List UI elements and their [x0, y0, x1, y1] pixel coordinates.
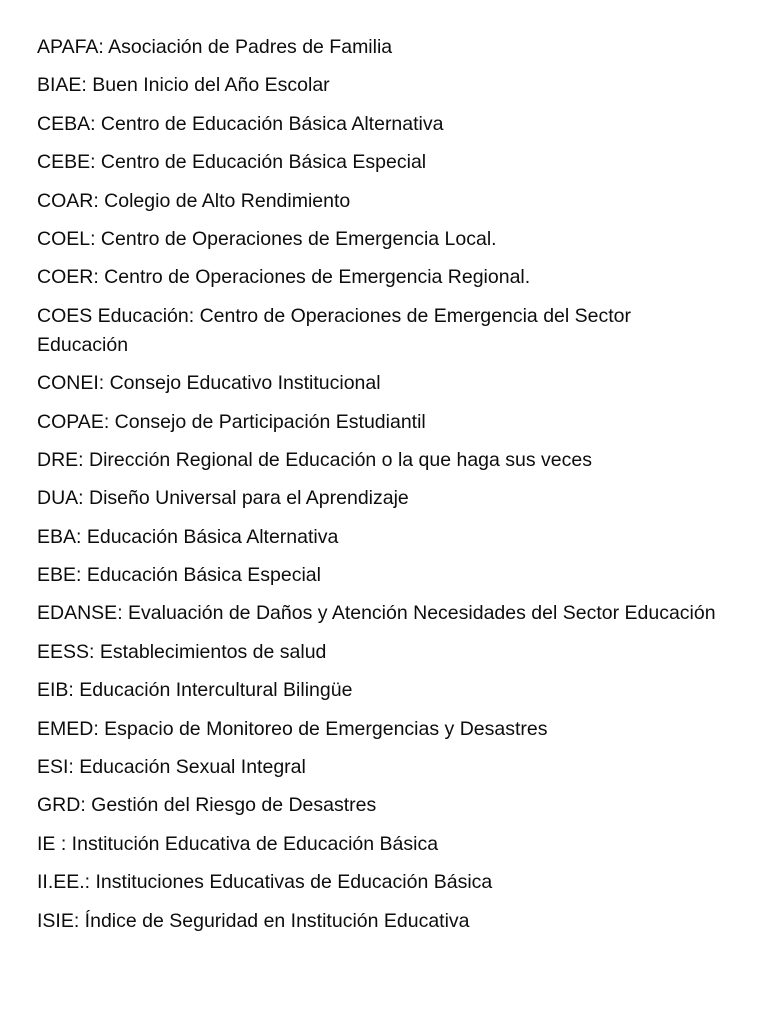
glossary-entry: COEL: Centro de Operaciones de Emergencia Local. — [37, 227, 497, 250]
glossary-entry: ISIE: Índice de Seguridad en Institución Educativa — [37, 909, 470, 932]
glossary-entry: II.EE.: Instituciones Educativas de Educación Básica — [37, 871, 493, 894]
glossary-entry: CEBA: Centro de Educación Básica Alternativa — [37, 112, 444, 135]
glossary-entry: COER: Centro de Operaciones de Emergencia Regional. — [37, 266, 531, 289]
glossary-entry: EBA: Educación Básica Alternativa — [37, 525, 339, 548]
glossary-entry: CEBE: Centro de Educación Básica Especial — [37, 151, 427, 174]
glossary-entry: CONEI: Consejo Educativo Institucional — [37, 372, 381, 395]
glossary-entry: COES Educación: Centro de Operaciones de Emergencia del Sector Educación — [37, 304, 631, 356]
glossary-entry: DRE: Dirección Regional de Educación o la que haga sus veces — [37, 448, 592, 471]
glossary-entry: IE : Institución Educativa de Educación Básica — [37, 832, 439, 855]
glossary-entry: EESS: Establecimientos de salud — [37, 640, 327, 663]
acronym-glossary — [37, 33, 717, 945]
glossary-entry: EMED: Espacio de Monitoreo de Emergencias y Desastres — [37, 717, 548, 740]
glossary-entry: BIAE: Buen Inicio del Año Escolar — [37, 74, 330, 97]
glossary-entry: COAR: Colegio de Alto Rendimiento — [37, 189, 351, 212]
glossary-entry: COPAE: Consejo de Participación Estudiantil — [37, 410, 426, 433]
glossary-entry: EDANSE: Evaluación de Daños y Atención Necesidades del Sector Educación — [37, 602, 716, 625]
glossary-entry: EBE: Educación Básica Especial — [37, 564, 321, 587]
glossary-entry: ESI: Educación Sexual Integral — [37, 756, 306, 779]
glossary-entry: EIB: Educación Intercultural Bilingüe — [37, 679, 353, 702]
glossary-entry: DUA: Diseño Universal para el Aprendizaje — [37, 487, 409, 510]
glossary-entry: APAFA: Asociación de Padres de Familia — [37, 36, 393, 58]
glossary-entry: GRD: Gestión del Riesgo de Desastres — [37, 794, 377, 817]
